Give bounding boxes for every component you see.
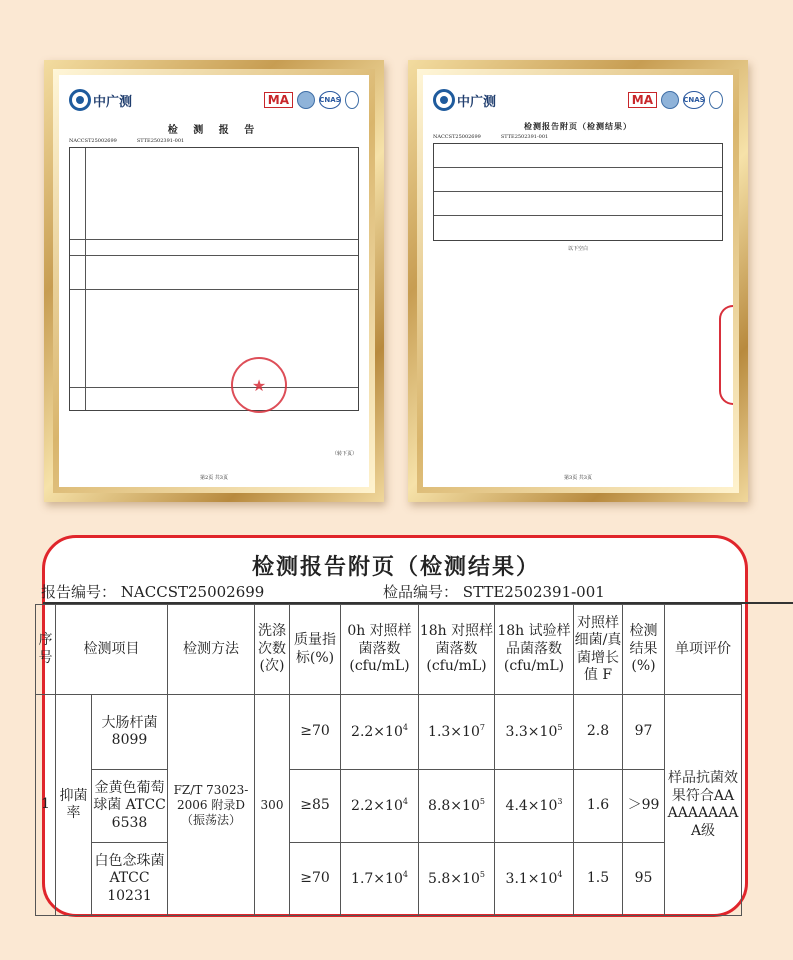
mini-row-label	[70, 290, 86, 387]
mini-row-label	[70, 388, 86, 410]
mini-cell	[86, 240, 358, 255]
mini-cell	[434, 168, 722, 191]
cma-badge-icon: MA	[264, 92, 293, 108]
mini-row-label	[70, 256, 86, 289]
brand-logo	[69, 89, 132, 111]
mini-cell	[86, 290, 358, 387]
value-exponent: 3	[557, 796, 563, 806]
certificate-title: 检 测 报 告	[167, 125, 261, 136]
value-base: 3.1×10	[505, 870, 558, 887]
growth-cell: 2.8	[574, 695, 623, 770]
value-exponent: 4	[402, 796, 408, 806]
value-base: 2.2×10	[351, 797, 403, 814]
brand-name: 中广测	[457, 94, 497, 110]
mini-report-no: NACCST25002699	[69, 138, 117, 144]
ctrl-18h-cell	[419, 695, 495, 770]
report-label: 报告编号：	[41, 583, 117, 601]
value-exponent: 7	[479, 722, 485, 732]
mini-row	[70, 290, 358, 388]
seal-badge-icon	[297, 91, 315, 109]
mini-results-table	[433, 143, 723, 241]
washes-cell: 300	[255, 695, 290, 916]
seal-badge-icon	[661, 91, 679, 109]
result-cell: 95	[623, 843, 665, 916]
frame-mat	[417, 69, 739, 493]
page-number: 第3页 共3页	[564, 475, 592, 481]
value-exponent: 4	[557, 869, 563, 879]
accreditation-badges	[264, 91, 359, 109]
mini-row	[70, 388, 358, 410]
header-method: 检测方法	[168, 605, 255, 695]
value-exponent: 4	[402, 869, 408, 879]
test-18h-cell	[495, 695, 574, 770]
brand-name: 中广测	[93, 94, 133, 110]
frame-mat	[53, 69, 375, 493]
mini-sample-no: STTE2502391-001	[500, 134, 549, 140]
mass-cell: ≥85	[290, 770, 341, 843]
value-exponent: 5	[479, 796, 485, 806]
mini-cell	[86, 148, 358, 239]
mini-cell	[434, 216, 722, 240]
mini-row	[434, 144, 722, 168]
mini-sample-no: STTE2502391-001	[136, 138, 185, 144]
header-ctrl-0h: 0h 对照样菌落数 (cfu/mL)	[341, 605, 419, 695]
table-row	[36, 695, 742, 770]
header-test-18h: 18h 试验样品菌落数 (cfu/mL)	[495, 605, 574, 695]
continue-label: （转下页）	[331, 451, 357, 457]
header-result: 检测结果(%)	[623, 605, 665, 695]
organism-cell: 白色念珠菌 ATCC 10231	[92, 843, 168, 916]
mini-row-label	[70, 240, 86, 255]
brand-logo	[433, 89, 496, 111]
official-stamp-icon: ★	[231, 357, 287, 413]
mass-cell: ≥70	[290, 843, 341, 916]
certificate-numbers	[433, 134, 723, 140]
certificate-frame-left	[44, 60, 384, 502]
mass-cell: ≥70	[290, 695, 341, 770]
certificate-header	[433, 83, 723, 117]
mini-row	[434, 168, 722, 192]
cnas-badge-icon: CNAS	[683, 91, 705, 109]
mini-row	[70, 240, 358, 256]
organism-cell: 金黄色葡萄球菌 ATCC 6538	[92, 770, 168, 843]
header-seq: 序号	[36, 605, 56, 695]
page-number: 第2页 共3页	[200, 475, 228, 481]
seq-cell: 1	[36, 695, 56, 916]
mini-cell	[86, 388, 358, 410]
value-exponent: 4	[402, 722, 408, 732]
value-base: 4.4×10	[505, 797, 558, 814]
results-table	[35, 604, 742, 916]
value-exponent: 5	[557, 722, 563, 732]
mini-row	[70, 256, 358, 290]
header-ctrl-18h: 18h 对照样菌落数 (cfu/mL)	[419, 605, 495, 695]
test-18h-cell	[495, 843, 574, 916]
method-cell: FZ/T 73023-2006 附录D（振荡法）	[168, 695, 255, 916]
growth-cell: 1.5	[574, 843, 623, 916]
ctrl-0h-cell	[341, 843, 419, 916]
test-18h-cell	[495, 770, 574, 843]
logo-icon	[433, 89, 455, 111]
ilac-badge-icon	[345, 91, 359, 109]
evaluation-cell: 样品抗菌效果符合AAAAAAAAAA级	[665, 695, 742, 916]
mini-cell	[86, 256, 358, 289]
ctrl-0h-cell	[341, 695, 419, 770]
certificate-header	[69, 83, 359, 117]
mini-cell	[434, 192, 722, 215]
value-base: 5.8×10	[428, 870, 480, 887]
header-row	[36, 605, 742, 695]
sample-label: 检品编号：	[383, 583, 459, 601]
header-item: 检测项目	[56, 605, 168, 695]
cnas-badge-icon: CNAS	[319, 91, 341, 109]
results-card	[38, 535, 748, 917]
mini-cell	[434, 144, 722, 167]
ctrl-18h-cell	[419, 843, 495, 916]
mini-row	[434, 192, 722, 216]
value-base: 1.3×10	[428, 723, 480, 740]
mini-row	[70, 148, 358, 240]
mini-row-label	[70, 148, 86, 239]
header-evaluation: 单项评价	[665, 605, 742, 695]
header-mass-index: 质量指标(%)	[290, 605, 341, 695]
mini-row	[434, 216, 722, 240]
table-row	[36, 770, 742, 843]
side-stamp-icon	[719, 305, 733, 405]
value-base: 1.7×10	[351, 870, 403, 887]
header-growth: 对照样细菌/真菌增长值 F	[574, 605, 623, 695]
value-base: 3.3×10	[505, 723, 558, 740]
header-washes: 洗涤次数(次)	[255, 605, 290, 695]
results-title: 检测报告附页（检测结果）	[251, 554, 540, 580]
value-base: 2.2×10	[351, 723, 403, 740]
report-number	[41, 581, 264, 602]
cma-badge-icon: MA	[628, 92, 657, 108]
value-base: 8.8×10	[428, 797, 480, 814]
category-cell: 抑菌率	[56, 695, 92, 916]
result-cell: 97	[623, 695, 665, 770]
certificate-title: 检测报告附页（检测结果）	[524, 121, 632, 131]
certificate-page-left	[59, 75, 369, 487]
logo-icon	[69, 89, 91, 111]
ctrl-0h-cell	[341, 770, 419, 843]
end-of-table-label: 以下空白	[567, 246, 588, 252]
table-row	[36, 843, 742, 916]
result-cell: ＞99	[623, 770, 665, 843]
certificate-frame-right	[408, 60, 748, 502]
ctrl-18h-cell	[419, 770, 495, 843]
growth-cell: 1.6	[574, 770, 623, 843]
certificate-page-right	[423, 75, 733, 487]
value-exponent: 5	[479, 869, 485, 879]
results-content	[38, 538, 791, 920]
sample-value: STTE2502391-001	[462, 583, 605, 601]
mini-report-table	[69, 147, 359, 411]
accreditation-badges	[628, 91, 723, 109]
mini-report-no: NACCST25002699	[433, 134, 481, 140]
certificate-numbers	[69, 138, 359, 144]
ilac-badge-icon	[709, 91, 723, 109]
report-value: NACCST25002699	[120, 583, 265, 601]
organism-cell: 大肠杆菌 8099	[92, 695, 168, 770]
sample-number	[383, 581, 605, 602]
